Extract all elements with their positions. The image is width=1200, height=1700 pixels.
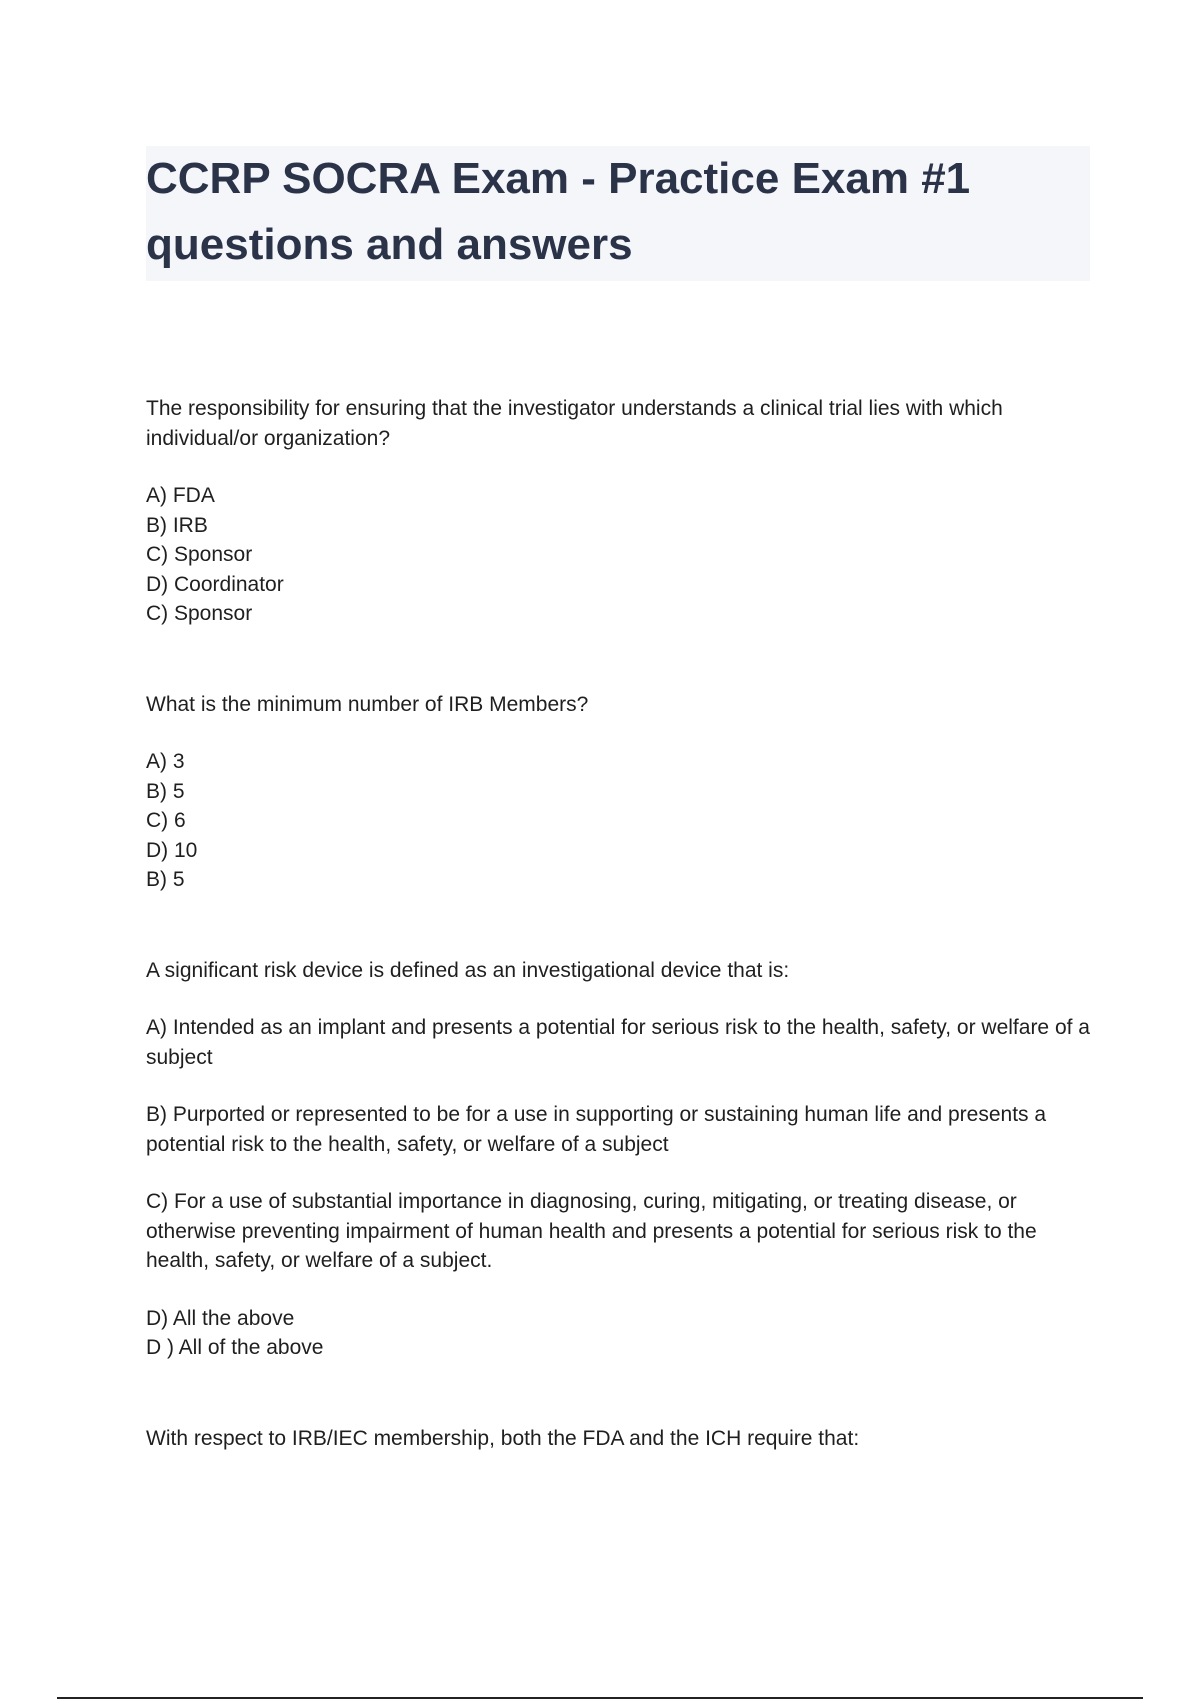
option-b: B) IRB [146, 513, 208, 537]
question-text: With respect to IRB/IEC membership, both the FDA and the ICH require that: [146, 1426, 860, 1450]
qa-block-3 [146, 956, 1090, 1363]
option-a: A) FDA [146, 484, 215, 507]
option-list [146, 481, 1090, 629]
option-b: B) Purported or represented to be for a use in supporting or sustaining human life and presents a potential risk to the health, safety, or welfare of a subject [146, 1103, 1047, 1156]
qa-block-1 [146, 394, 1090, 629]
option-c: C) 6 [146, 809, 186, 832]
option-d: D) Coordinator [146, 572, 284, 596]
page-title: CCRP SOCRA Exam - Practice Exam #1 questions and answers [146, 154, 971, 269]
document-body [146, 394, 1090, 1514]
title-banner [146, 146, 1090, 281]
option-a: A) Intended as an implant and presents a potential for serious risk to the health, safety, or welfare of a subject [146, 1016, 1090, 1069]
option-a: A) 3 [146, 750, 185, 773]
answer-text: D ) All of the above [146, 1336, 324, 1359]
answer-text: B) 5 [146, 868, 185, 891]
option-c: C) For a use of substantial importance in diagnosing, curing, mitigating, or treating disease, or otherwise preventing impairment of human health and presents a potential for serious risk to the health, safety, or welfare of a subject. [146, 1190, 1037, 1272]
question-text: The responsibility for ensuring that the investigator understands a clinical trial lies with which individual/or organization? [146, 397, 1003, 450]
qa-block-4 [146, 1424, 1090, 1454]
option-list [146, 1013, 1090, 1363]
option-list [146, 747, 1090, 895]
question-text: A significant risk device is defined as an investigational device that is: [146, 958, 790, 982]
option-b: B) 5 [146, 779, 185, 803]
answer-text: C) Sponsor [146, 602, 253, 625]
option-d: D) 10 [146, 838, 198, 862]
question-text: What is the minimum number of IRB Members? [146, 692, 589, 716]
option-c: C) Sponsor [146, 543, 253, 566]
qa-block-2 [146, 690, 1090, 895]
option-d: D) All the above [146, 1306, 295, 1330]
footer-divider [57, 1697, 1143, 1699]
